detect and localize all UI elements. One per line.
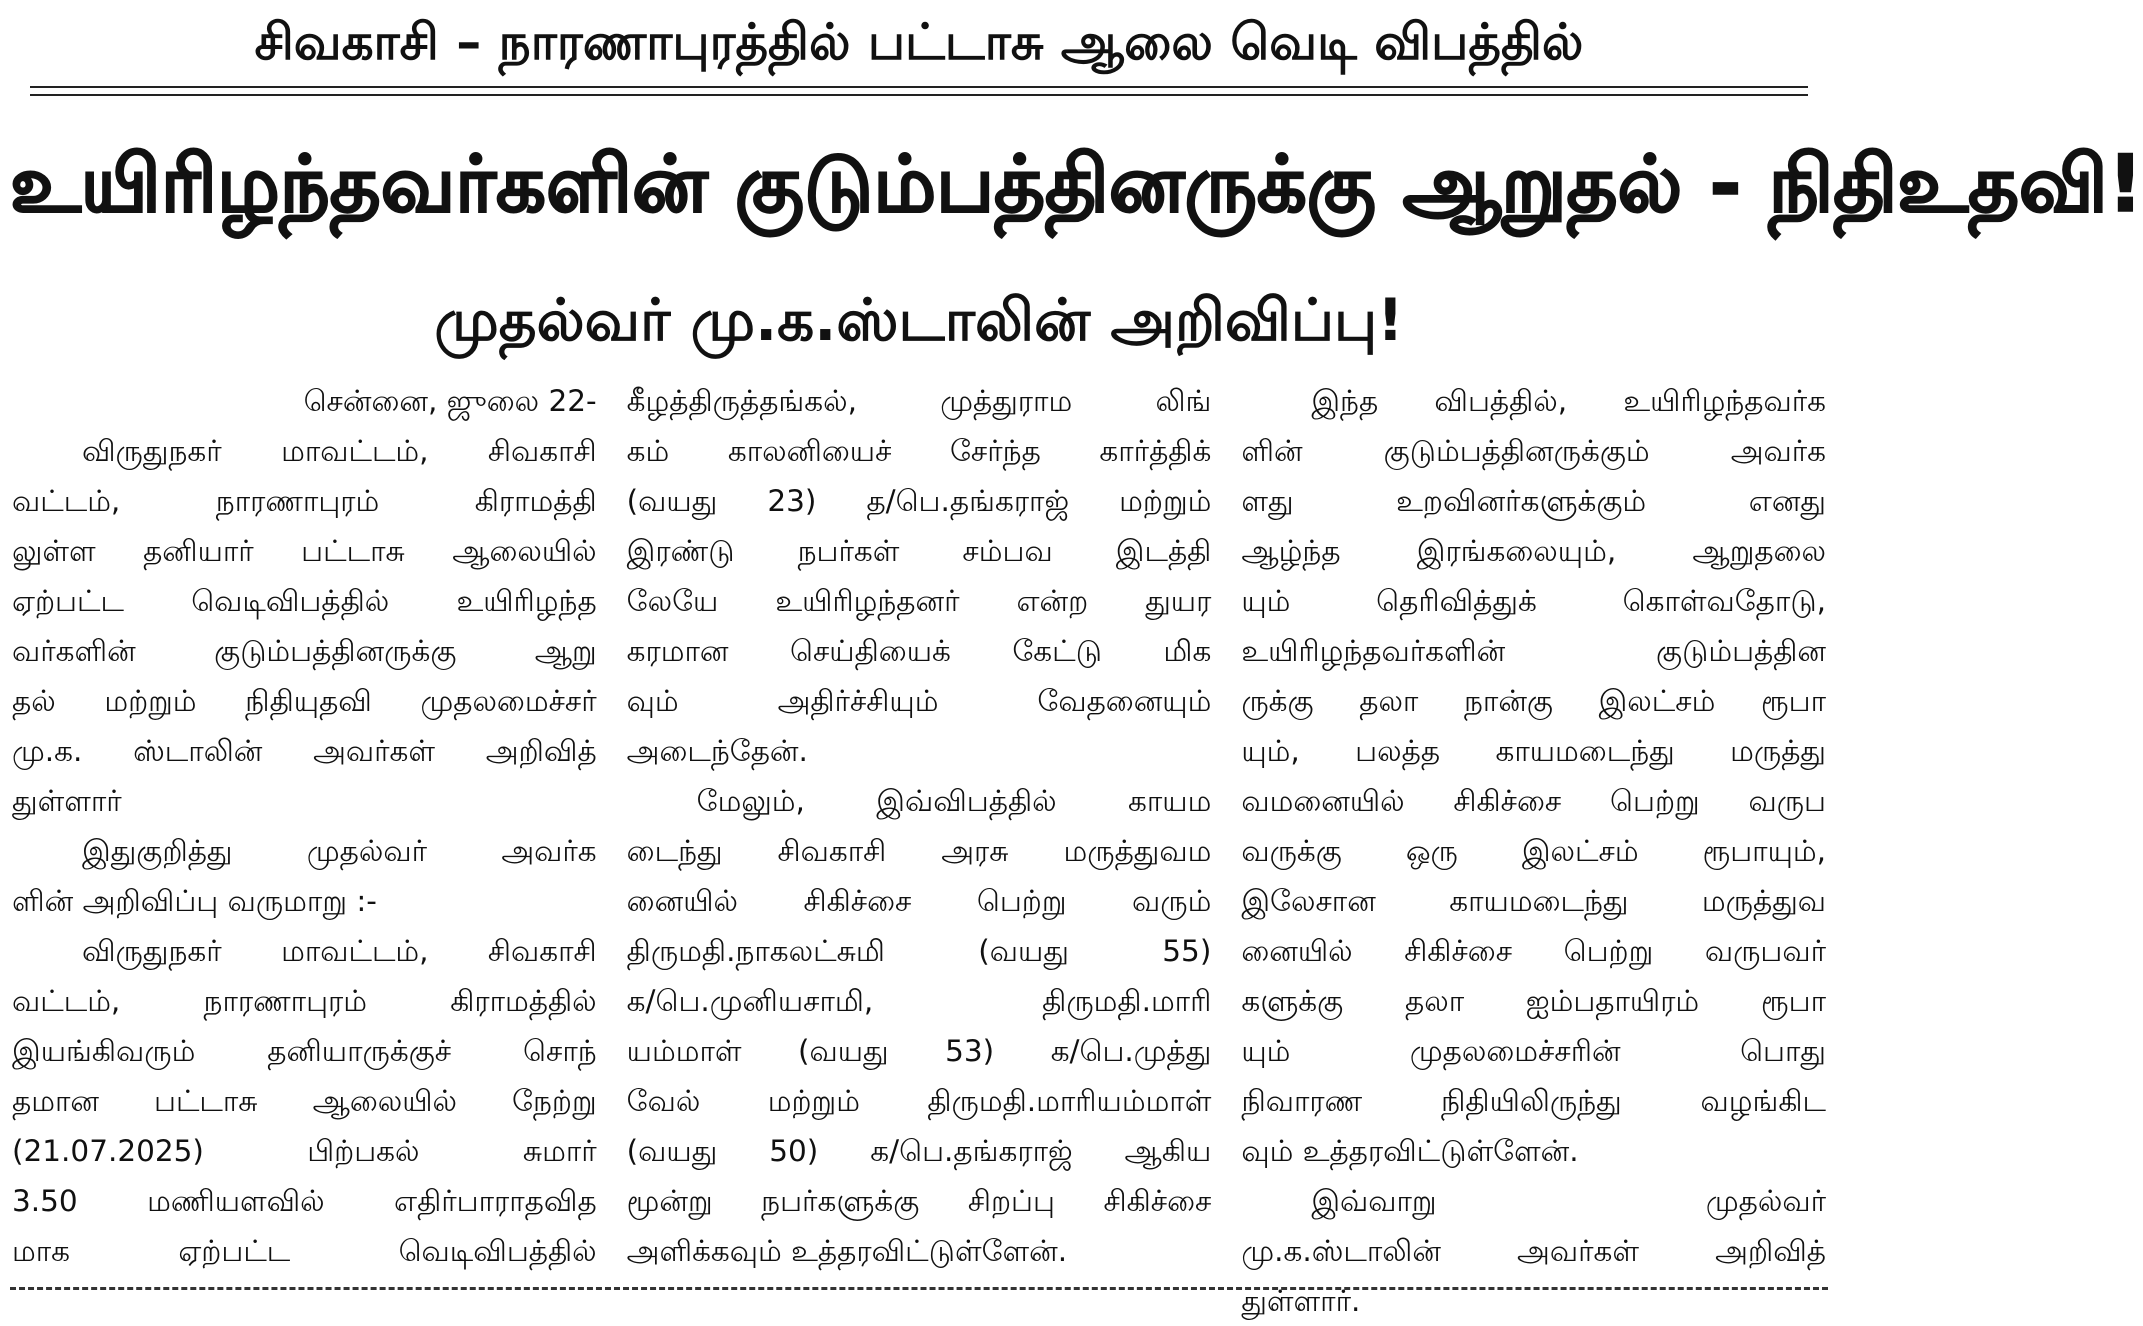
body-line: தமான பட்டாசு ஆலையில் நேற்று <box>12 1084 597 1118</box>
body-line: மாக ஏற்பட்ட வெடிவிபத்தில் <box>12 1234 597 1268</box>
body-line: கரமான செய்தியைக் கேட்டு மிக <box>626 634 1212 668</box>
article-column-2 <box>626 376 1212 1268</box>
body-line: மு.க.ஸ்டாலின் அவர்கள் அறிவித் <box>1241 1234 1827 1268</box>
body-line: னையில் சிகிச்சை பெற்று வருபவர் <box>1241 934 1827 968</box>
body-line: கம் காலனியைச் சேர்ந்த கார்த்திக் <box>626 434 1212 468</box>
body-line: வட்டம், நாரணாபுரம் கிராமத்தி <box>12 484 597 518</box>
body-line: யும் முதலமைச்சரின் பொது <box>1241 1034 1827 1068</box>
body-line: இயங்கிவரும் தனியாருக்குச் சொந் <box>12 1034 597 1068</box>
body-line: வும் உத்தரவிட்டுள்ளேன். <box>1241 1134 1579 1168</box>
body-line: துள்ளார் <box>12 784 122 818</box>
sub-headline: முதல்வர் மு.க.ஸ்டாலின் அறிவிப்பு! <box>434 286 1404 354</box>
body-line: யம்மாள் (வயது 53) க/பெ.முத்து <box>626 1034 1212 1068</box>
body-line: அளிக்கவும் உத்தரவிட்டுள்ளேன். <box>626 1234 1068 1268</box>
body-line: மேலும், இவ்விபத்தில் காயம <box>696 784 1212 818</box>
body-line: இந்த விபத்தில், உயிரிழந்தவர்க <box>1311 384 1827 418</box>
body-line: ளின் குடும்பத்தினருக்கும் அவர்க <box>1241 434 1827 468</box>
body-line: இவ்வாறு முதல்வர் <box>1311 1184 1827 1218</box>
body-line: இதுகுறித்து முதல்வர் அவர்க <box>82 834 597 868</box>
dateline: சென்னை, ஜுலை 22- <box>303 384 597 418</box>
body-line: இலேசான காயமடைந்து மருத்துவ <box>1241 884 1827 918</box>
body-line: நிவாரண நிதியிலிருந்து வழங்கிட <box>1241 1084 1827 1118</box>
body-line: வர்களின் குடும்பத்தினருக்கு ஆறு <box>12 634 597 668</box>
headline-rule <box>30 86 1808 96</box>
body-line: வட்டம், நாரணாபுரம் கிராமத்தில் <box>12 984 597 1018</box>
body-line: க/பெ.முனியசாமி, திருமதி.மாரி <box>626 984 1212 1018</box>
body-line: 3.50 மணியளவில் எதிர்பாராதவித <box>12 1184 597 1218</box>
body-line: விருதுநகர் மாவட்டம், சிவகாசி <box>82 434 597 468</box>
body-line: ளது உறவினர்களுக்கும் எனது <box>1241 484 1827 518</box>
body-line: இரண்டு நபர்கள் சம்பவ இடத்தி <box>626 534 1212 568</box>
article-column-1 <box>12 376 597 1268</box>
body-line: டைந்து சிவகாசி அரசு மருத்துவம <box>626 834 1212 868</box>
body-line: கீழத்திருத்தங்கல், முத்துராம லிங் <box>626 384 1212 418</box>
bottom-dashed-divider <box>10 1287 1828 1290</box>
body-line: உயிரிழந்தவர்களின் குடும்பத்தின <box>1241 634 1827 668</box>
body-line: திருமதி.நாகலட்சுமி (வயது 55) <box>626 934 1212 968</box>
body-line: வமனையில் சிகிச்சை பெற்று வருப <box>1241 784 1827 818</box>
article-body <box>12 376 1827 1318</box>
body-line: தல் மற்றும் நிதியுதவி முதலமைச்சர் <box>12 684 597 718</box>
body-line: யும், பலத்த காயமடைந்து மருத்து <box>1241 734 1827 768</box>
body-line: லுள்ள தனியார் பட்டாசு ஆலையில் <box>12 534 597 568</box>
body-line: வும் அதிர்ச்சியும் வேதனையும் <box>626 684 1212 718</box>
body-line: ருக்கு தலா நான்கு இலட்சம் ரூபா <box>1241 684 1827 718</box>
body-line: துள்ளார். <box>1241 1284 1361 1318</box>
body-line: மு.க. ஸ்டாலின் அவர்கள் அறிவித் <box>12 734 597 768</box>
body-line: (வயது 50) க/பெ.தங்கராஜ் ஆகிய <box>626 1134 1212 1168</box>
body-line: னையில் சிகிச்சை பெற்று வரும் <box>626 884 1212 918</box>
main-headline: உயிரிழந்தவர்களின் குடும்பத்தினருக்கு ஆறுதல் - நிதிஉதவி! <box>10 140 2143 230</box>
body-line: மூன்று நபர்களுக்கு சிறப்பு சிகிச்சை <box>626 1184 1212 1218</box>
body-line: ஆழ்ந்த இரங்கலையும், ஆறுதலை <box>1241 534 1827 568</box>
body-line: (21.07.2025) பிற்பகல் சுமார் <box>12 1134 597 1168</box>
body-line: விருதுநகர் மாவட்டம், சிவகாசி <box>82 934 597 968</box>
kicker-headline: சிவகாசி – நாரணாபுரத்தில் பட்டாசு ஆலை வெடி விபத்தில் <box>254 13 1584 71</box>
body-line: யும் தெரிவித்துக் கொள்வதோடு, <box>1241 584 1827 618</box>
body-line: அடைந்தேன். <box>626 734 808 768</box>
body-line: வருக்கு ஒரு இலட்சம் ரூபாயும், <box>1241 834 1827 868</box>
body-line: ஏற்பட்ட வெடிவிபத்தில் உயிரிழந்த <box>12 584 597 618</box>
body-line: களுக்கு தலா ஐம்பதாயிரம் ரூபா <box>1241 984 1827 1018</box>
body-line: (வயது 23) த/பெ.தங்கராஜ் மற்றும் <box>626 484 1212 518</box>
body-line: வேல் மற்றும் திருமதி.மாரியம்மாள் <box>626 1084 1212 1118</box>
body-line: ளின் அறிவிப்பு வருமாறு :- <box>12 884 377 918</box>
body-line: லேயே உயிரிழந்தனர் என்ற துயர <box>626 584 1212 618</box>
article-column-3 <box>1241 376 1827 1318</box>
